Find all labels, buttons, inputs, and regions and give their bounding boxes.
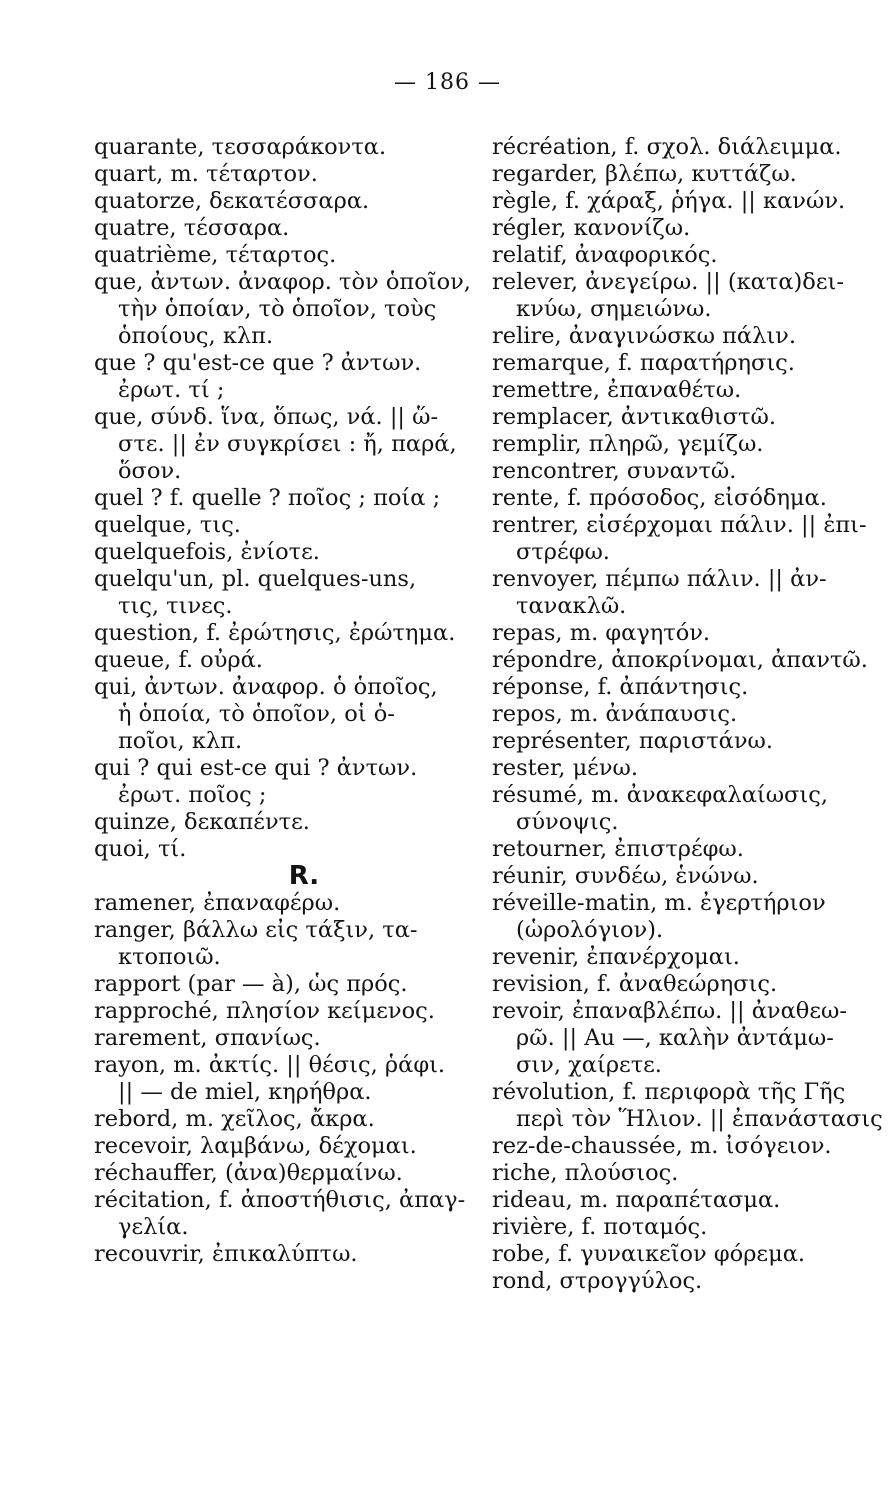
right-column bbox=[492, 134, 883, 1295]
entry-continuation-line: ἐρωτ. τί ; bbox=[118, 377, 225, 403]
dictionary-entry-line: révolution, f. περιφορὰ τῆς Γῆς bbox=[492, 1079, 846, 1105]
dictionary-entry-line: rideau, m. παραπέτασμα. bbox=[492, 1187, 781, 1213]
entry-continuation-line: || — de miel, κηρήθρα. bbox=[118, 1079, 372, 1105]
dictionary-entry-line: rente, f. πρόσοδος, εἰσόδημα. bbox=[492, 485, 827, 511]
dictionary-entry-line: relatif, ἀναφορικός. bbox=[492, 242, 718, 268]
dictionary-entry-line: rentrer, εἰσέρχομαι πάλιν. || ἐπι- bbox=[492, 512, 867, 538]
page-number: — 186 — bbox=[394, 70, 501, 95]
dictionary-entry-line: réveille-matin, m. ἐγερτήριον bbox=[492, 890, 826, 916]
dictionary-entry-line: rez-de-chaussée, m. ἰσόγειον. bbox=[492, 1133, 832, 1159]
dictionary-entry-line: rapport (par — à), ὡς πρός. bbox=[94, 971, 408, 997]
dictionary-entry-line: quoi, τί. bbox=[94, 836, 187, 862]
dictionary-entry-line: qui, ἀντων. ἀναφορ. ὁ ὁποῖος, bbox=[94, 674, 438, 700]
dictionary-entry-line: revoir, ἐπαναβλέπω. || ἀναθεω- bbox=[492, 998, 847, 1024]
dictionary-entry-line: quelquefois, ἐνίοτε. bbox=[94, 539, 320, 565]
dictionary-entry-line: riche, πλούσιος. bbox=[492, 1160, 679, 1186]
dictionary-entry-line: quelqu'un, pl. quelques-uns, bbox=[94, 566, 417, 592]
dictionary-entry-line: rapproché, πλησίον κείμενος. bbox=[94, 998, 435, 1024]
dictionary-entry-line: repas, m. φαγητόν. bbox=[492, 620, 711, 646]
entry-continuation-line: τὴν ὁποίαν, τὸ ὁποῖον, τοὺς bbox=[118, 296, 437, 322]
entry-continuation-line: στε. || ἐν συγκρίσει : ἤ, παρά, bbox=[118, 431, 457, 457]
entry-continuation-line: κνύω, σημειώνω. bbox=[516, 296, 712, 322]
dictionary-entry-line: remarque, f. παρατήρησις. bbox=[492, 350, 795, 376]
dictionary-entry-line: que, ἀντων. ἀναφορ. τὸν ὁποῖον, bbox=[94, 269, 471, 295]
dictionary-entry-line: que ? qu'est-ce que ? ἀντων. bbox=[94, 350, 422, 376]
entry-continuation-line: σύνοψις. bbox=[516, 809, 619, 835]
entry-continuation-line: γελία. bbox=[118, 1214, 189, 1240]
section-letter-heading bbox=[94, 863, 474, 890]
dictionary-entry-line: recevoir, λαμβάνω, δέχομαι. bbox=[94, 1133, 417, 1159]
dictionary-entry-line: revision, f. ἀναθεώρησις. bbox=[492, 971, 778, 997]
dictionary-entry-line: qui ? qui est-ce qui ? ἀντων. bbox=[94, 755, 418, 781]
entry-continuation-line: στρέφω. bbox=[516, 539, 610, 565]
section-letter: R. bbox=[288, 861, 320, 891]
dictionary-entry-line: régler, κανονίζω. bbox=[492, 215, 691, 241]
entry-continuation-line: ὅσον. bbox=[118, 458, 182, 484]
dictionary-entry-line: quatre, τέσσαρα. bbox=[94, 215, 290, 241]
dictionary-entry-line: quel ? f. quelle ? ποῖος ; ποία ; bbox=[94, 485, 441, 511]
dictionary-entry-line: résumé, m. ἀνακεφαλαίωσις, bbox=[492, 782, 828, 808]
entry-continuation-line: τις, τινες. bbox=[118, 593, 233, 619]
entry-continuation-line: σιν, χαίρετε. bbox=[516, 1052, 662, 1078]
dictionary-entry-line: rester, μένω. bbox=[492, 755, 639, 781]
dictionary-entry-line: repos, m. ἀνάπαυσις. bbox=[492, 701, 738, 727]
dictionary-entry-line: ranger, βάλλω εἰς τάξιν, τα- bbox=[94, 917, 418, 943]
dictionary-entry-line: relire, ἀναγινώσκω πάλιν. bbox=[492, 323, 797, 349]
entry-continuation-line: ὁποίους, κλπ. bbox=[118, 323, 274, 349]
dictionary-entry-line: réchauffer, (ἀνα)θερμαίνω. bbox=[94, 1160, 403, 1186]
dictionary-entry-line: regarder, βλέπω, κυττάζω. bbox=[492, 161, 797, 187]
dictionary-entry-line: répondre, ἀποκρίνομαι, ἀπαντῶ. bbox=[492, 647, 868, 673]
dictionary-entry-line: ramener, ἐπαναφέρω. bbox=[94, 890, 341, 916]
entry-continuation-line: ρῶ. || Au —, καλὴν ἀντάμω- bbox=[516, 1025, 834, 1051]
dictionary-entry-line: quelque, τις. bbox=[94, 512, 241, 538]
dictionary-entry-line: quatrième, τέταρτος. bbox=[94, 242, 337, 268]
dictionary-entry-line: queue, f. οὐρά. bbox=[94, 647, 263, 673]
dictionary-entry-line: remplacer, ἀντικαθιστῶ. bbox=[492, 404, 776, 430]
dictionary-entry-line: remplir, πληρῶ, γεμίζω. bbox=[492, 431, 764, 457]
dictionary-entry-line: représenter, παριστάνω. bbox=[492, 728, 774, 754]
dictionary-entry-line: recouvrir, ἐπικαλύπτω. bbox=[94, 1241, 358, 1267]
entry-continuation-line: (ὡρολόγιον). bbox=[516, 917, 664, 943]
dictionary-entry-line: rebord, m. χεῖλος, ἄκρα. bbox=[94, 1106, 375, 1132]
dictionary-entry-line: rond, στρογγύλος. bbox=[492, 1268, 703, 1294]
dictionary-entry-line: que, σύνδ. ἵνα, ὅπως, νά. || ὥ- bbox=[94, 404, 439, 430]
dictionary-entry-line: règle, f. χάραξ, ῥήγα. || κανών. bbox=[492, 188, 846, 214]
dictionary-entry-line: rivière, f. ποταμός. bbox=[492, 1214, 708, 1240]
dictionary-entry-line: revenir, ἐπανέρχομαι. bbox=[492, 944, 740, 970]
dictionary-entry-line: quart, m. τέταρτον. bbox=[94, 161, 318, 187]
dictionary-entry-line: question, f. ἐρώτησις, ἐρώτημα. bbox=[94, 620, 456, 646]
dictionary-entry-line: quatorze, δεκατέσσαρα. bbox=[94, 188, 370, 214]
dictionary-entry-line: remettre, ἐπαναθέτω. bbox=[492, 377, 742, 403]
dictionary-entry-line: relever, ἀνεγείρω. || (κατα)δει- bbox=[492, 269, 844, 295]
dictionary-entry-line: réunir, συνδέω, ἑνώνω. bbox=[492, 863, 759, 889]
dictionary-entry-line: récréation, f. σχολ. διάλειμμα. bbox=[492, 134, 842, 160]
dictionary-entry-line: quarante, τεσσαράκοντα. bbox=[94, 134, 387, 160]
dictionary-entry-line: réponse, f. ἀπάντησις. bbox=[492, 674, 749, 700]
dictionary-entry-line: rarement, σπανίως. bbox=[94, 1025, 321, 1051]
entry-continuation-line: ἐρωτ. ποῖος ; bbox=[118, 782, 267, 808]
dictionary-entry-line: renvoyer, πέμπω πάλιν. || ἀν- bbox=[492, 566, 827, 592]
entry-continuation-line: κτοποιῶ. bbox=[118, 944, 221, 970]
dictionary-entry-line: rayon, m. ἀκτίς. || θέσις, ῥάφι. bbox=[94, 1052, 446, 1078]
dictionary-entry-line: robe, f. γυναικεῖον φόρεμα. bbox=[492, 1241, 806, 1267]
entry-continuation-line: περὶ τὸν Ἥλιον. || ἐπανάστασις bbox=[516, 1106, 883, 1132]
entry-continuation-line: ποῖοι, κλπ. bbox=[118, 728, 243, 754]
dictionary-entry-line: quinze, δεκαπέντε. bbox=[94, 809, 310, 835]
dictionary-entry-line: récitation, f. ἀποστήθισις, ἀπαγ- bbox=[94, 1187, 466, 1213]
dictionary-entry-line: rencontrer, συναντῶ. bbox=[492, 458, 737, 484]
entry-continuation-line: τανακλῶ. bbox=[516, 593, 627, 619]
dictionary-entry-line: retourner, ἐπιστρέφω. bbox=[492, 836, 744, 862]
left-column bbox=[94, 134, 474, 1268]
entry-continuation-line: ἡ ὁποία, τὸ ὁποῖον, οἱ ὁ- bbox=[118, 701, 395, 727]
